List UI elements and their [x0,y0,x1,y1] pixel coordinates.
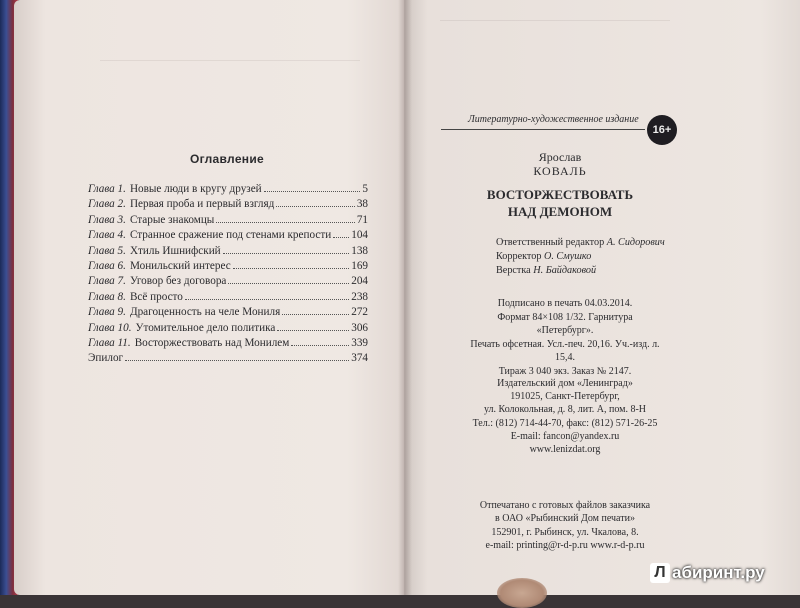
toc-row [88,321,368,336]
show-through-right [440,20,670,51]
toc-chapter: Глава 6. [88,260,126,273]
credit-name: О. Смушко [543,251,592,262]
toc-page-number: 238 [351,290,368,303]
toc-leader [185,299,349,300]
toc-entry-title: Монильский интерес [129,260,231,273]
toc-leader [216,222,354,223]
printer-line: Отпечатано с готовых файлов заказчика [479,500,651,511]
publisher-info [470,377,660,456]
toc-row [88,228,368,243]
toc-title: Оглавление [190,152,264,166]
labirint-watermark [650,563,765,583]
toc-entry-title: Эпилог [88,352,124,365]
toc-page-number: 38 [356,198,368,211]
toc-leader [291,345,349,346]
credit-line [496,236,665,250]
toc-entry-title: Утомительное дело политика [135,321,276,334]
publisher-line: ул. Колокольная, д. 8, лит. А, пом. 8-Н [483,404,647,416]
toc-entry-title: Драгоценность на челе Мониля [129,306,281,319]
author-first-name: Ярослав [538,150,582,164]
toc-page-number: 138 [351,244,368,257]
publisher-line: 191025, Санкт-Петербург, [510,391,620,403]
toc-page-number: 71 [356,213,368,226]
show-through [100,60,360,101]
toc-entry-title: Странное сражение под стенами крепости [129,229,332,242]
toc-entry-title: Восторжествовать над Монилем [134,337,290,350]
credit-line [496,264,665,278]
printer-info [470,499,660,553]
toc-row [88,274,368,289]
toc-chapter: Глава 3. [88,213,126,226]
printer-line: в ОАО «Рыбинский Дом печати» [495,513,635,525]
print-line: Печать офсетная. Усл.-печ. 20,16. Уч.-изд. л. 15,4. [470,338,660,364]
toc-chapter: Глава 11. [88,337,131,350]
credits-block [496,236,665,278]
printer-line: e-mail: printing@r-d-p.ru www.r-d-p.ru [485,540,645,552]
toc-page-number: 339 [351,337,368,350]
toc-chapter: Глава 1. [88,183,126,195]
toc-row [88,351,368,366]
toc-row [88,336,368,351]
toc-chapter: Глава 9. [88,306,126,319]
printer-line: 152901, г. Рыбинск, ул. Чкалова, 8. [491,526,639,538]
toc-page-number: 306 [351,321,368,334]
toc-row [88,259,368,274]
toc-page-number: 374 [351,352,368,365]
toc-leader [276,206,355,207]
credit-role: Верстка [496,265,531,276]
toc-leader [264,191,361,192]
toc-leader [223,253,350,254]
book-gutter [398,0,412,595]
toc-page-number: 272 [351,306,368,319]
book-title [470,186,650,220]
table-of-contents [88,182,368,367]
credit-role: Корректор [496,251,542,262]
toc-leader [233,268,350,269]
toc-entry-title: Всё просто [129,290,183,303]
toc-row [88,244,368,259]
toc-chapter: Глава 4. [88,229,126,242]
book-title-line: НАД ДЕМОНОМ [507,204,613,219]
toc-row [88,182,368,197]
header-rule [441,129,645,130]
print-line: Подписано в печать 04.03.2014. [497,298,633,309]
toc-page-number: 204 [351,275,368,288]
toc-page-number: 169 [351,260,368,273]
toc-chapter: Глава 5. [88,244,126,257]
toc-entry-title: Хтиль Ишнифский [129,244,221,257]
watermark-logo-letter: Л [650,563,670,583]
toc-chapter: Глава 7. [88,275,126,288]
toc-chapter: Глава 10. [88,321,132,334]
publisher-line: Тел.: (812) 714-44-70, факс: (812) 571-26-25 [472,417,658,429]
toc-page-number: 104 [351,229,368,242]
toc-entry-title: Первая проба и первый взгляд [129,198,275,211]
toc-chapter: Глава 2. [88,198,126,211]
print-line: Формат 84×108 1/32. Гарнитура «Петербург». [497,311,633,337]
toc-leader [333,237,349,238]
toc-leader [277,330,349,331]
edition-type-label: Литературно-художественное издание [468,114,639,125]
toc-entry-title: Уговор без договора [129,275,227,288]
toc-chapter: Глава 8. [88,290,126,303]
toc-leader [125,360,349,361]
credit-name: А. Сидорович [606,237,665,248]
book-title-line: ВОСТОРЖЕСТВОВАТЬ [486,187,634,202]
toc-row [88,290,368,305]
toc-row [88,197,368,212]
toc-row [88,305,368,320]
toc-entry-title: Старые знакомцы [129,213,215,226]
toc-page-number: 5 [362,183,368,195]
age-rating-badge: 16+ [647,115,677,145]
toc-entry-title: Новые люди в кругу друзей [129,183,262,195]
toc-row [88,213,368,228]
toc-leader [282,314,349,315]
watermark-text: абиринт.ру [672,563,765,582]
author-last-name: КОВАЛЬ [533,164,587,178]
toc-leader [228,283,349,284]
print-details [470,297,660,379]
credit-role: Ответственный редактор [496,237,605,248]
publisher-line: E-mail: fancon@yandex.ru [510,430,620,442]
publisher-line: Издательский дом «Ленинград» [497,378,633,389]
finger [497,578,547,608]
credit-line [496,250,665,264]
print-line: Тираж 3 040 экз. Заказ № 2147. [498,365,632,377]
credit-name: Н. Байдаковой [533,265,597,276]
publisher-line: www.lenizdat.org [529,444,601,456]
